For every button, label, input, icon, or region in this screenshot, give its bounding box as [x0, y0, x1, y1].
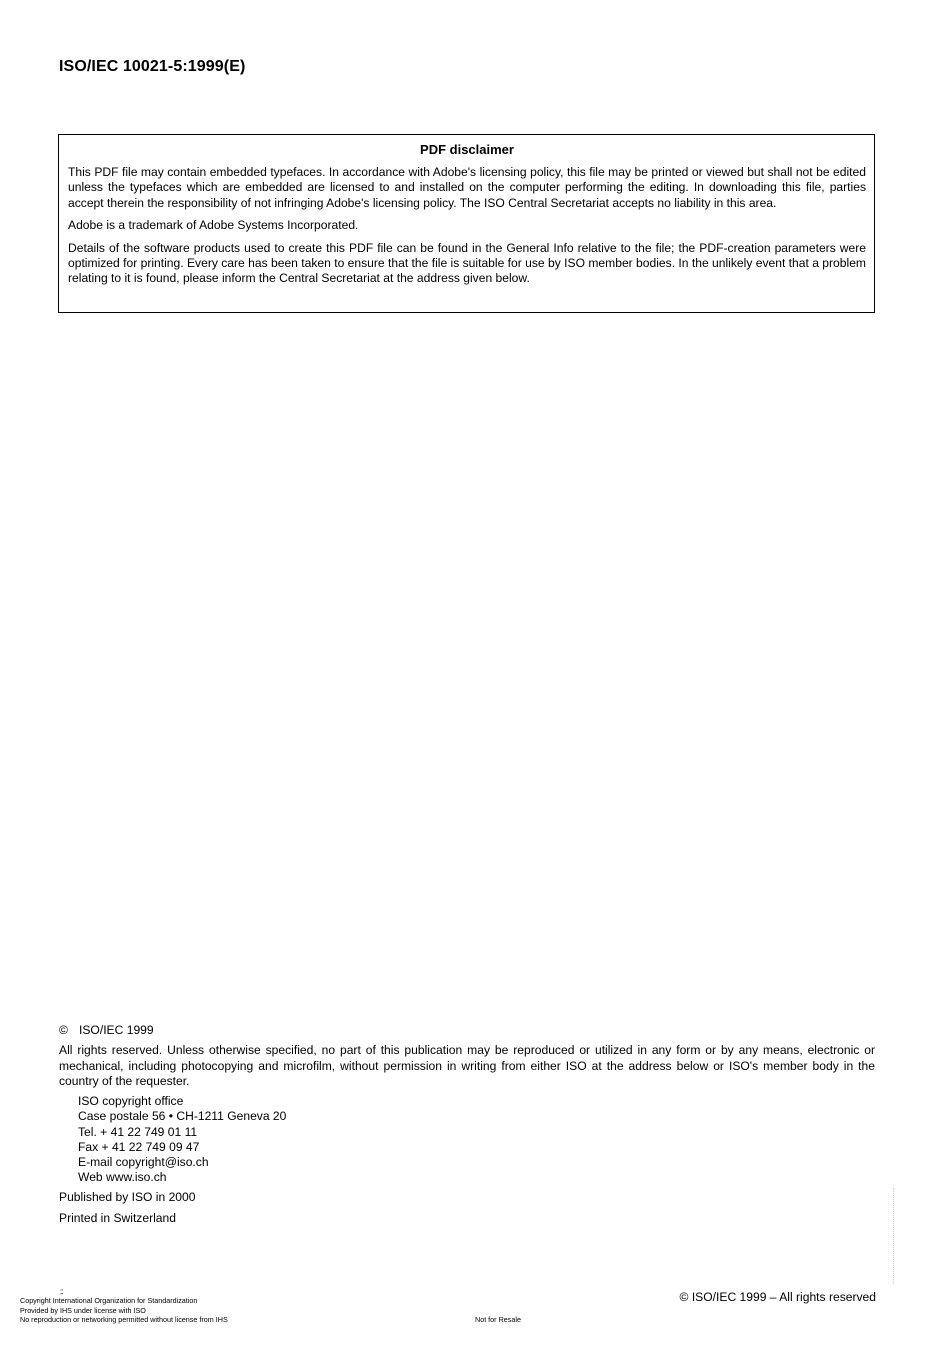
address-web: Web www.iso.ch [78, 1170, 167, 1185]
copyright-holder: ISO/IEC 1999 [79, 1023, 154, 1037]
address-tel: Tel. + 41 22 749 01 11 [78, 1124, 198, 1139]
copyright-block [59, 1023, 875, 1231]
footer-dots: :: [60, 1287, 63, 1296]
footer-license-notice [20, 1288, 228, 1325]
address-email: E-mail copyright@iso.ch [78, 1155, 209, 1169]
disclaimer-paragraph: This PDF file may contain embedded typefaces. In accordance with Adobe's licensing policy, this file may be printed or viewed but shall not be edited unless the typefaces which are embedded are licensed to and installed on the computer performing the editing. In downloading this file, parties accept therein the responsibility of not infringing Adobe's licensing policy. The ISO Central Secretariat accepts no liability in this area. [68, 165, 866, 210]
pdf-disclaimer-box [58, 134, 875, 313]
disclaimer-paragraph: Details of the software products used to create this PDF file can be found in the General Info relative to the file; the PDF-creation parameters were optimized for printing. Every care has been taken to ensure that the file is suitable for use by ISO member bodies. In the unlikely event that a problem relating to it is found, please inform the Central Secretariat at the address given below. [68, 240, 866, 286]
footer-not-for-resale: Not for Resale [475, 1315, 521, 1324]
copyright-notice [59, 1023, 875, 1038]
footer-license-line: No reproduction or networking permitted without license from IHS [20, 1315, 228, 1324]
disclaimer-title: PDF disclaimer [420, 142, 514, 157]
address-office: ISO copyright office [78, 1094, 184, 1109]
document-header-title: ISO/IEC 10021-5:1999(E) [59, 58, 246, 75]
printed-line: Printed in Switzerland [59, 1210, 176, 1225]
copyright-office-address [78, 1094, 875, 1185]
disclaimer-paragraph: Adobe is a trademark of Adobe Systems Incorporated. [68, 218, 359, 233]
margin-marks [893, 1188, 900, 1284]
rights-reserved-text: All rights reserved. Unless otherwise specified, no part of this publication may be reproduced or utilized in any form or by any means, electronic or mechanical, including photocopying and microfilm, without permission in writing from either ISO at the address below or ISO's member body in the country of the requester. [59, 1043, 875, 1088]
published-line: Published by ISO in 2000 [59, 1190, 196, 1205]
footer-license-line: Copyright International Organization for Standardization [20, 1296, 198, 1305]
footer-copyright: © ISO/IEC 1999 – All rights reserved [679, 1290, 876, 1304]
copyright-symbol: © [59, 1023, 68, 1037]
address-postal: Case postale 56 • CH-1211 Geneva 20 [78, 1109, 287, 1124]
address-fax: Fax + 41 22 749 09 47 [78, 1139, 200, 1154]
footer-license-line: Provided by IHS under license with ISO [20, 1305, 146, 1315]
